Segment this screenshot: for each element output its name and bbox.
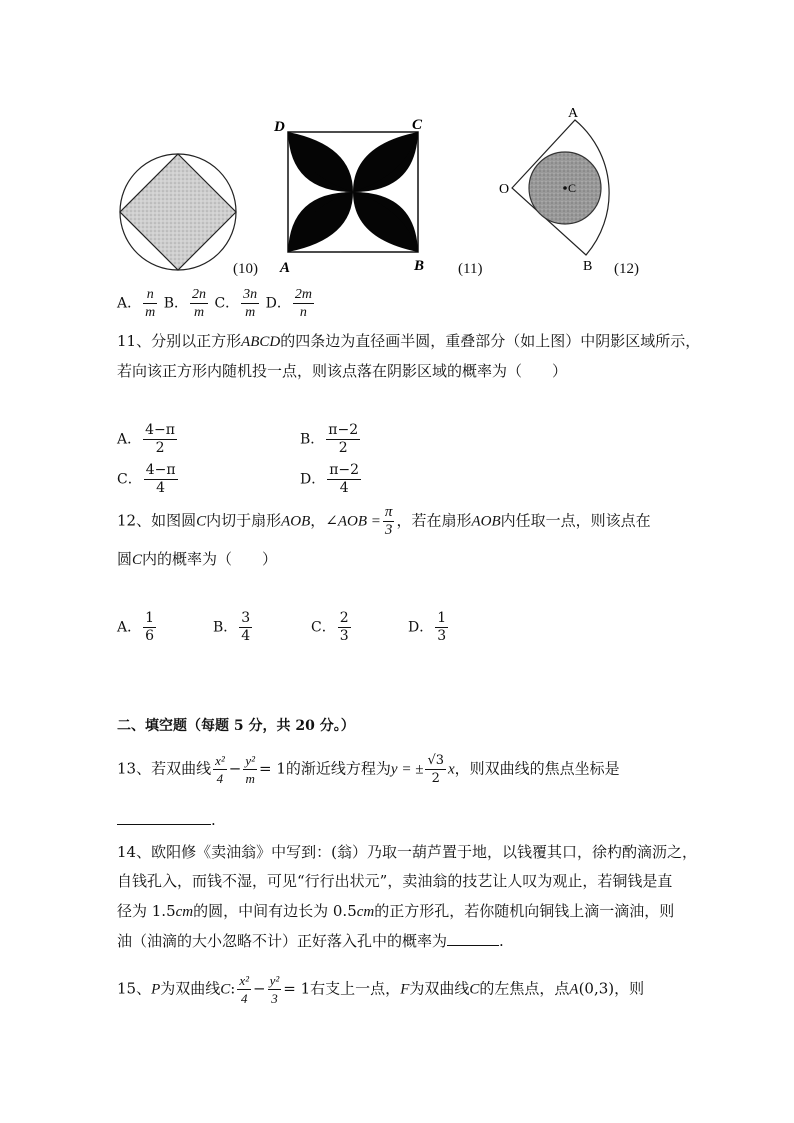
figure-11-square-petals [270, 115, 445, 275]
label-C: C [412, 117, 423, 133]
q12-option-a[interactable]: A． $\frac{1}{6}$ [117, 610, 155, 644]
q11-line2: 若向该正方形内随机投一点，则该点落在阴影区域的概率为（ ） [117, 362, 568, 380]
q13-answer-line[interactable]: . [117, 808, 216, 830]
label-C: C [568, 181, 577, 195]
q12-option-c[interactable]: C． $\frac{2}{3}$ [311, 610, 349, 644]
q15-line1: 15、P为双曲线C: $\frac{\text{x²}}{4}$ − $\frac{\text{y²}}{3}$ = 1右支上一点，F为双曲线C的左焦点，点A(0,3)，则 [117, 973, 645, 1006]
label-D: D [274, 119, 285, 135]
q12-line1: 12、如图圆C内切于扇形AOB，∠AOB = $\frac{\pi}{3}$ ，若在扇形AOB内任取一点，则该点在 [117, 504, 651, 538]
q13-line1: 13、若双曲线 $\frac{\text{x²}}{4}$ − $\frac{\text{y²}}{m}$ = 1的渐近线方程为y = ± $\frac{√3}{2}$ x，则双曲线的焦点坐标是 [117, 753, 620, 786]
label-A: A [568, 106, 579, 121]
q11-option-d[interactable]: D． $\frac{\pi-2}{4}$ [300, 462, 360, 496]
label-A: A [280, 260, 291, 275]
q11-option-a[interactable]: A． $\frac{4-\pi}{2}$ [117, 422, 175, 456]
q11-option-b[interactable]: B． $\frac{\pi-2}{2}$ [300, 422, 359, 456]
label-B: B [414, 258, 425, 274]
q14-line4: 油（油滴的大小忽略不计）正好落入孔中的概率为 . [117, 932, 504, 950]
label-B: B [583, 259, 593, 274]
q11-line1: 11、分别以正方形ABCD的四条边为直径画半圆，重叠部分（如上图）中阴影区域所示， [117, 332, 701, 350]
figure-10-caption: (10) [233, 261, 258, 277]
q12-line2: 圆C内的概率为（ ） [117, 550, 278, 568]
figure-10-circle-square [110, 150, 260, 275]
q10-options: A． $\frac{n}{m}$ B． $\frac{2n}{m}$ C． $\frac{3n}{m}$ D． $\frac{2m}{n}$ [117, 287, 312, 320]
figure-12-caption: (12) [614, 261, 639, 277]
q14-line3: 径为 1.5cm的圆，中间有边长为 0.5cm的正方形孔，若你随机向铜钱上滴一滴油，则 [117, 902, 675, 920]
q12-option-d[interactable]: D． $\frac{1}{3}$ [408, 610, 447, 644]
q14-line1: 14、欧阳修《卖油翁》中写到：(翁）乃取一葫芦置于地，以钱覆其口，徐杓酌滴沥之， [117, 843, 697, 861]
figure-12-sector-circle [495, 105, 625, 275]
figure-11-caption: (11) [458, 261, 483, 277]
q14-answer-blank[interactable] [447, 931, 499, 946]
q11-option-c[interactable]: C． $\frac{4-\pi}{4}$ [117, 462, 176, 496]
q14-line2: 自钱孔入，而钱不湿，可见“行行出状元”，卖油翁的技艺让人叹为观止，若铜钱是直 [117, 872, 673, 890]
section-2-title: 二、填空题（每题 5 分，共 20 分。） [117, 718, 355, 734]
q12-option-b[interactable]: B． $\frac{3}{4}$ [213, 610, 251, 644]
label-O: O [499, 182, 510, 197]
